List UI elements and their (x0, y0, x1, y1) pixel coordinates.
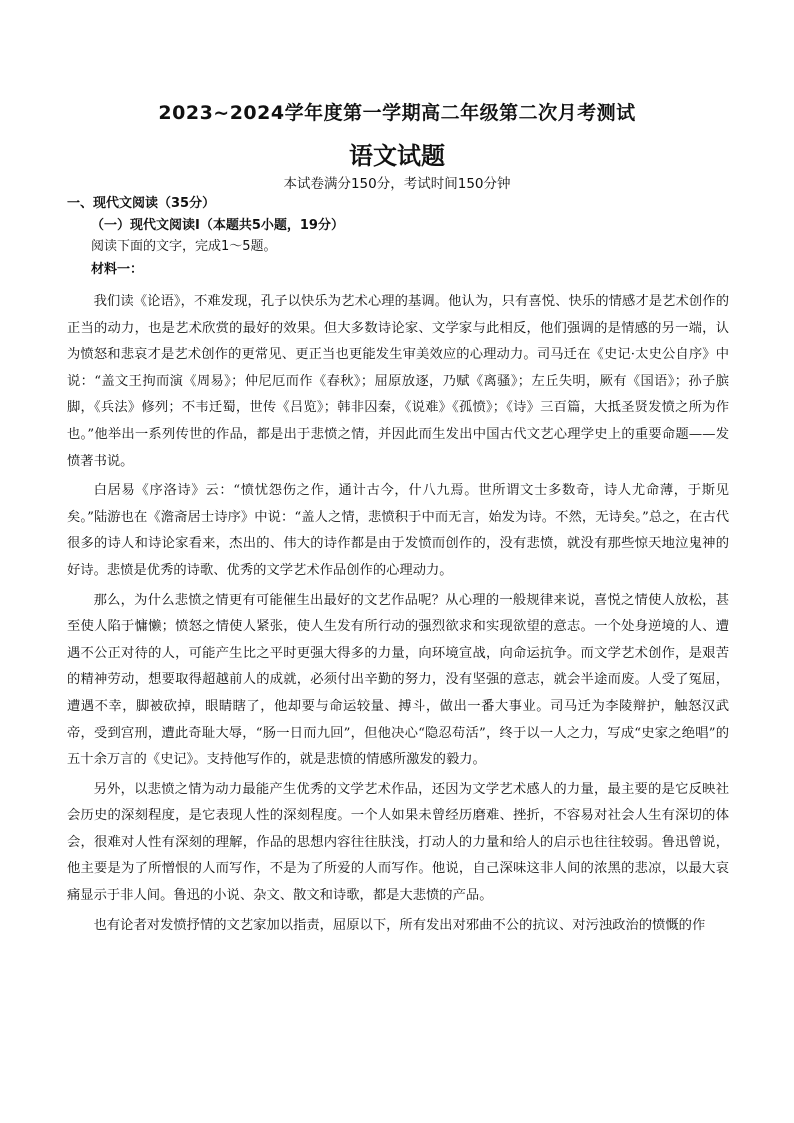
paragraph: 我们读《论语》，不难发现，孔子以快乐为艺术心理的基调。他认为，只有喜悦、快乐的情感才是艺术创作的正当的动力，也是艺术欣赏的最好的效果。但大多数诗论家、文学家与此相反，他们强调的是情感的另一端，认为愤怒和悲哀才是艺术创作的更常见、更正当也更能发生审美效应的心理动力。司马迁在《史记·太史公自序》中说：“盖文王拘而演《周易》；仲尼厄而作《春秋》；屈原放逐，乃赋《离骚》；左丘失明，厥有《国语》；孙子膑脚，《兵法》修列；不韦迁蜀，世传《吕览》；韩非囚秦，《说难》《孤愤》；《诗》三百篇，大抵圣贤发愤之所为作也。”他举出一系列传世的作品，都是出于悲愤之情，并因此而生发出中国古代文艺心理学史上的重要命题——发愤著书说。 (67, 294, 729, 469)
subject-title: 语文试题 (349, 142, 445, 170)
section-heading: 一、现代文阅读（35分） (67, 196, 216, 211)
paragraph: 白居易《序洛诗》云：“愤忧怨伤之作，通计古今，什八九焉。世所谓文士多数奇，诗人尤命薄，于斯见矣。”陆游也在《澹斋居士诗序》中说：“盖人之情，悲愤积于中而无言，始发为诗。不然，无诗矣。”总之，在古代很多的诗人和诗论家看来，杰出的、伟大的诗作都是由于发愤而创作的，没有悲愤，就没有那些惊天地泣鬼神的好诗。悲愤是优秀的诗歌、优秀的文学艺术作品创作的心理动力。 (67, 483, 729, 578)
material-label: 材料一： (91, 262, 144, 277)
reading-instruction: 阅读下面的文字，完成1～5题。 (91, 239, 277, 254)
paragraph: 另外，以悲愤之情为动力最能产生优秀的文学艺术作品，还因为文学艺术感人的力量，最主要的是它反映社会历史的深刻程度，是它表现人性的深刻程度。一个人如果未曾经历磨难、挫折，不容易对社会人生有深切的体会，很难对人性有深刻的理解，作品的思想内容往往肤浅，打动人的力量和给人的启示也往往较弱。鲁迅曾说，他主要是为了所憎恨的人而写作，不是为了所爱的人而写作。他说，自己深味这非人间的浓黑的悲凉，以最大哀痛显示于非人间。鲁迅的小说、杂文、散文和诗歌，都是大悲愤的产品。 (67, 781, 729, 904)
exam-title: 2023~2024学年度第一学期高二年级第二次月考测试 (158, 102, 636, 124)
paragraph: 那么，为什么悲愤之情更有可能催生出最好的文艺作品呢？从心理的一般规律来说，喜悦之情使人放松，甚至使人陷于慵懒；愤怒之情使人紧张，使人生发有所行动的强烈欲求和实现欲望的意志。一个处身逆境的人、遭遇不公正对待的人，可能产生比之平时更强大得多的力量，向环境宣战，向命运抗争。而文学艺术创作，是艰苦的精神劳动，想要取得超越前人的成就，必须付出辛勤的努力，没有坚强的意志，就会半途而废。人受了冤屈，遭遇不幸，脚被砍掉，眼睛瞎了，他却要与命运较量、搏斗，做出一番大事业。司马迁为李陵辩护，触怒汉武帝，受到宫刑，遭此奇耻大辱，“肠一日而九回”，但他决心“隐忍苟活”，终于以一人之力，写成“史家之绝唱”的五十余万言的《史记》。支持他写作的，就是悲愤的情感所激发的毅力。 (67, 592, 729, 768)
paragraph: 也有论者对发愤抒情的文艺家加以指责，屈原以下，所有发出对邪曲不公的抗议、对污浊政治的愤慨的作 (93, 917, 706, 933)
exam-info: 本试卷满分150分，考试时间150分钟 (283, 176, 511, 192)
subsection-heading: （一）现代文阅读Ⅰ（本题共5小题，19分） (91, 218, 344, 233)
reading-passage (67, 289, 729, 942)
